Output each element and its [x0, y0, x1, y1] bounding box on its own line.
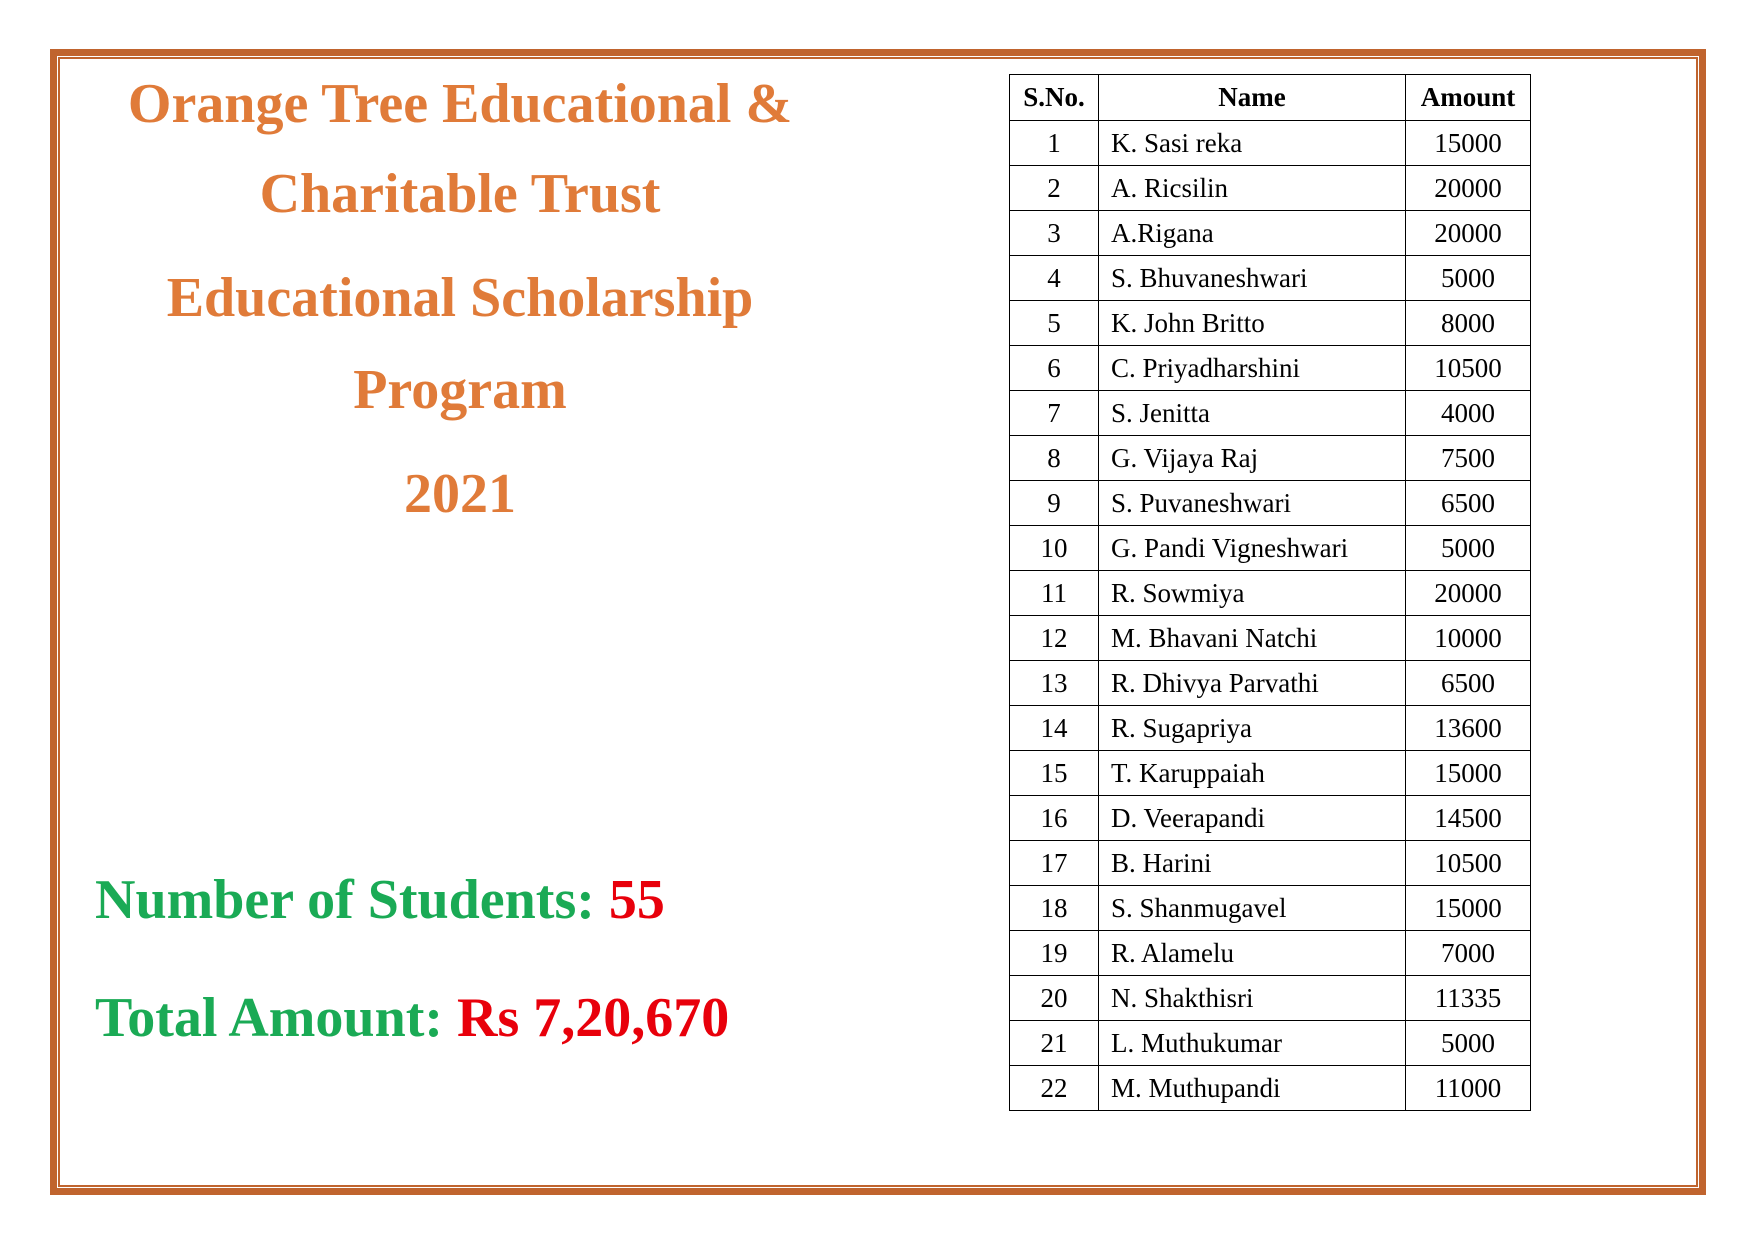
cell-amount: 20000 — [1406, 211, 1531, 256]
header-name: Name — [1099, 75, 1406, 121]
cell-name: L. Muthukumar — [1099, 1021, 1406, 1066]
title-line-3: Educational Scholarship — [166, 267, 754, 329]
table-row — [1010, 796, 1531, 841]
students-value: 55 — [608, 869, 665, 931]
cell-sno: 10 — [1010, 526, 1099, 571]
students-label: Number of Students: — [95, 869, 595, 931]
cell-sno: 9 — [1010, 481, 1099, 526]
cell-name: M. Bhavani Natchi — [1099, 616, 1406, 661]
cell-amount: 10500 — [1406, 841, 1531, 886]
cell-name: A.Rigana — [1099, 211, 1406, 256]
table-row — [1010, 436, 1531, 481]
cell-sno: 22 — [1010, 1066, 1099, 1111]
cell-amount: 11000 — [1406, 1066, 1531, 1111]
cell-amount: 7500 — [1406, 436, 1531, 481]
cell-amount: 15000 — [1406, 886, 1531, 931]
cell-name: R. Sowmiya — [1099, 571, 1406, 616]
cell-sno: 5 — [1010, 301, 1099, 346]
table-body — [1010, 121, 1531, 1111]
cell-sno: 19 — [1010, 931, 1099, 976]
cell-name: G. Vijaya Raj — [1099, 436, 1406, 481]
cell-amount: 4000 — [1406, 391, 1531, 436]
cell-amount: 13600 — [1406, 706, 1531, 751]
title-line-5: 2021 — [404, 463, 516, 525]
cell-name: S. Puvaneshwari — [1099, 481, 1406, 526]
cell-sno: 15 — [1010, 751, 1099, 796]
cell-sno: 1 — [1010, 121, 1099, 166]
header-amount: Amount — [1406, 75, 1531, 121]
cell-amount: 11335 — [1406, 976, 1531, 1021]
total-label: Total Amount: — [95, 987, 444, 1049]
title-line-1: Orange Tree Educational & — [127, 73, 793, 135]
cell-sno: 8 — [1010, 436, 1099, 481]
cell-name: N. Shakthisri — [1099, 976, 1406, 1021]
total-value: Rs 7,20,670 — [457, 987, 730, 1049]
cell-sno: 6 — [1010, 346, 1099, 391]
table-row — [1010, 571, 1531, 616]
cell-name: K. Sasi reka — [1099, 121, 1406, 166]
cell-name: A. Ricsilin — [1099, 166, 1406, 211]
cell-sno: 11 — [1010, 571, 1099, 616]
cell-sno: 7 — [1010, 391, 1099, 436]
table-row — [1010, 706, 1531, 751]
cell-amount: 10000 — [1406, 616, 1531, 661]
cell-name: B. Harini — [1099, 841, 1406, 886]
header-sno: S.No. — [1010, 75, 1099, 121]
table-row — [1010, 931, 1531, 976]
cell-amount: 6500 — [1406, 481, 1531, 526]
table-row — [1010, 841, 1531, 886]
scholarship-table — [1009, 74, 1531, 1111]
cell-name: R. Sugapriya — [1099, 706, 1406, 751]
table-row — [1010, 121, 1531, 166]
cell-name: S. Shanmugavel — [1099, 886, 1406, 931]
cell-name: D. Veerapandi — [1099, 796, 1406, 841]
table-row — [1010, 481, 1531, 526]
cell-name: M. Muthupandi — [1099, 1066, 1406, 1111]
table-row — [1010, 211, 1531, 256]
cell-sno: 20 — [1010, 976, 1099, 1021]
table-row — [1010, 391, 1531, 436]
cell-amount: 20000 — [1406, 166, 1531, 211]
cell-amount: 15000 — [1406, 751, 1531, 796]
cell-sno: 17 — [1010, 841, 1099, 886]
cell-amount: 15000 — [1406, 121, 1531, 166]
cell-sno: 21 — [1010, 1021, 1099, 1066]
cell-name: S. Jenitta — [1099, 391, 1406, 436]
cell-amount: 6500 — [1406, 661, 1531, 706]
table-row — [1010, 1066, 1531, 1111]
cell-amount: 20000 — [1406, 571, 1531, 616]
cell-name: S. Bhuvaneshwari — [1099, 256, 1406, 301]
cell-sno: 2 — [1010, 166, 1099, 211]
cell-amount: 8000 — [1406, 301, 1531, 346]
table-row — [1010, 616, 1531, 661]
table-row — [1010, 661, 1531, 706]
cell-amount: 10500 — [1406, 346, 1531, 391]
students-stat — [95, 869, 665, 931]
cell-name: K. John Britto — [1099, 301, 1406, 346]
cell-amount: 14500 — [1406, 796, 1531, 841]
cell-amount: 5000 — [1406, 526, 1531, 571]
cell-amount: 5000 — [1406, 1021, 1531, 1066]
cell-amount: 5000 — [1406, 256, 1531, 301]
title-line-2: Charitable Trust — [259, 163, 661, 225]
table-row — [1010, 976, 1531, 1021]
table-row — [1010, 1021, 1531, 1066]
cell-sno: 14 — [1010, 706, 1099, 751]
cell-name: T. Karuppaiah — [1099, 751, 1406, 796]
cell-name: R. Alamelu — [1099, 931, 1406, 976]
cell-sno: 12 — [1010, 616, 1099, 661]
title-line-4: Program — [353, 359, 567, 421]
cell-sno: 4 — [1010, 256, 1099, 301]
cell-name: R. Dhivya Parvathi — [1099, 661, 1406, 706]
cell-sno: 18 — [1010, 886, 1099, 931]
table-header-row — [1010, 75, 1531, 121]
cell-sno: 13 — [1010, 661, 1099, 706]
total-stat — [95, 987, 730, 1049]
table-row — [1010, 256, 1531, 301]
table-row — [1010, 886, 1531, 931]
cell-name: C. Priyadharshini — [1099, 346, 1406, 391]
table-row — [1010, 346, 1531, 391]
cell-sno: 3 — [1010, 211, 1099, 256]
table-row — [1010, 526, 1531, 571]
cell-name: G. Pandi Vigneshwari — [1099, 526, 1406, 571]
cell-amount: 7000 — [1406, 931, 1531, 976]
table-row — [1010, 751, 1531, 796]
table-row — [1010, 301, 1531, 346]
table-row — [1010, 166, 1531, 211]
cell-sno: 16 — [1010, 796, 1099, 841]
